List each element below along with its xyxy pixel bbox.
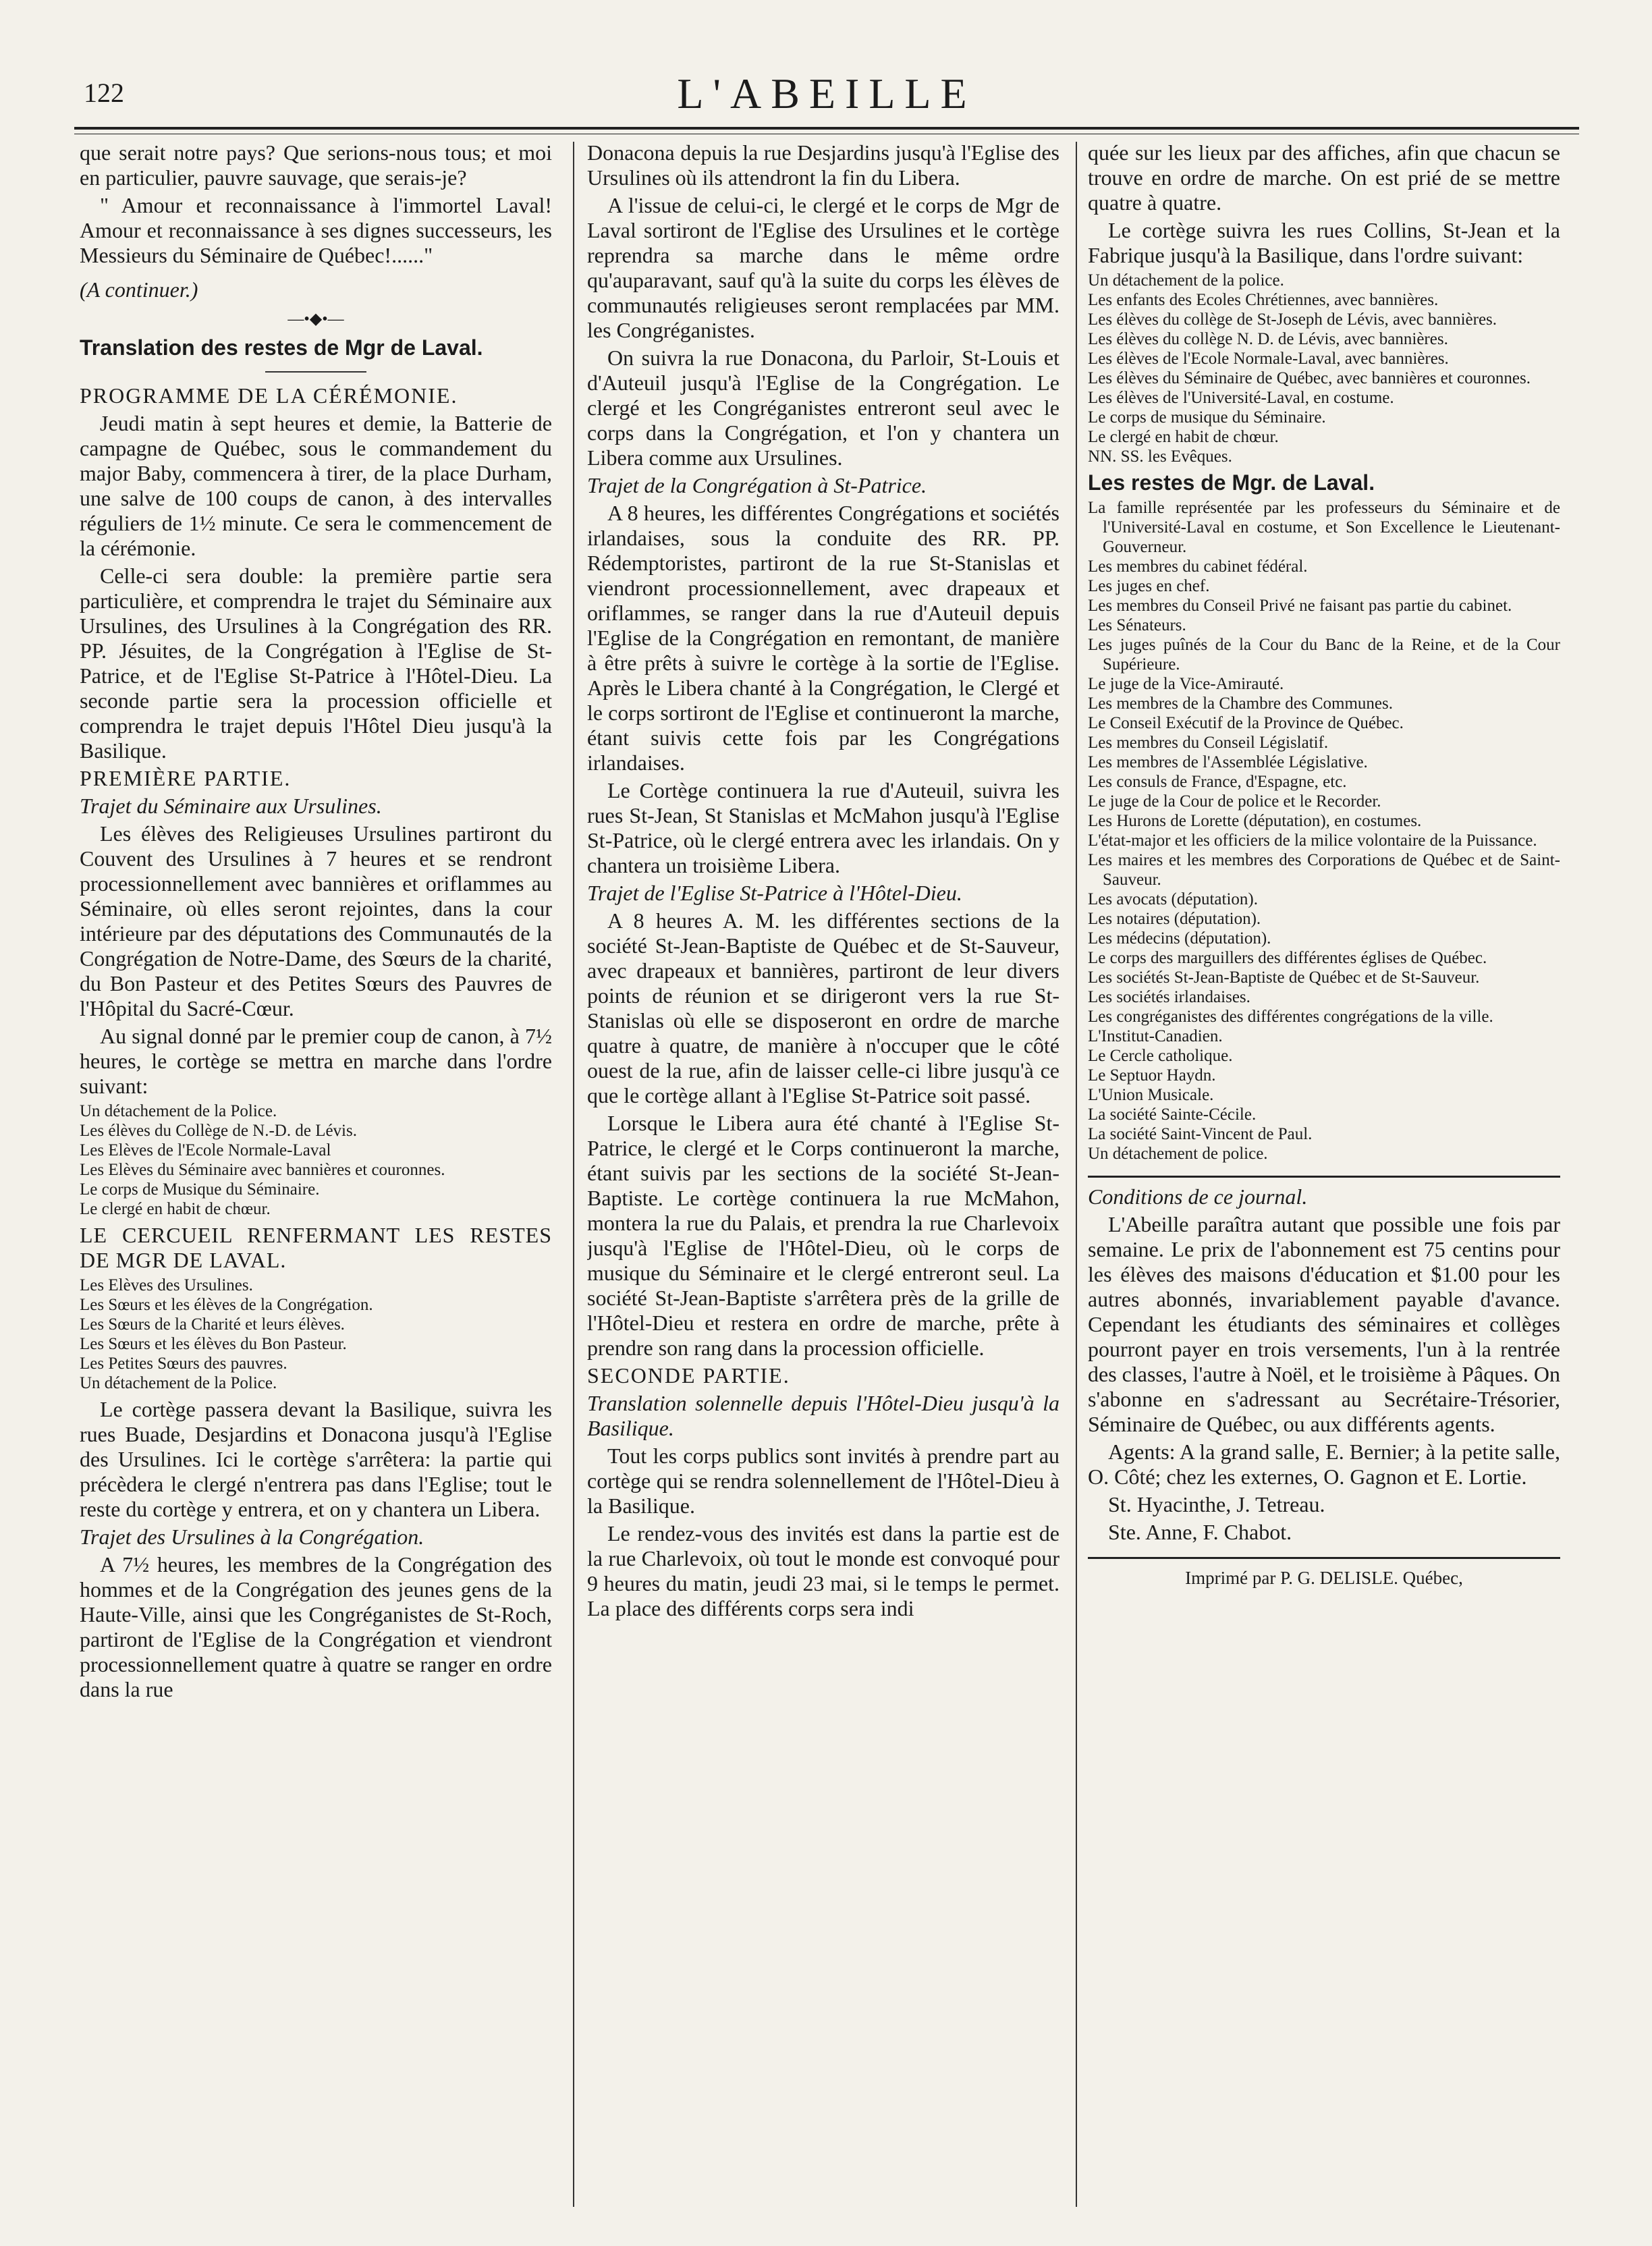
list-item: Les membres de la Chambre des Communes. [1088,694,1393,713]
list-item: Les élèves de l'Université-Laval, en costume. [1088,389,1394,407]
paragraph: A 8 heures, les différentes Congrégations et sociétés irlandaises, sous la conduite des RR. PP. Rédemptoristes, partiront de la rue St-Stanislas et viendront processionnellement, avec drapeaux et oriflammes, se ranger dans la rue d'Auteuil depuis l'Eglise de la Congrégation en remontant, de manière à être prêts à suivre le cortège à la sortie de l'Eglise. Après le Libera chanté à la Congrégation, le Clergé et le corps sortiront de l'Eglise et continueront la marche, étant suivis cette fois par les Congrégations irlandaises. [587,501,1059,775]
column-2 [587,140,1059,2219]
list-item: NN. SS. les Evêques. [1088,447,1232,466]
list-item: Le corps des marguillers des différentes églises de Québec. [1088,949,1487,967]
paragraph: que serait notre pays? Que serions-nous tous; et moi en particulier, pauvre sauvage, que serais-je? [80,140,552,190]
subheading: Trajet de la Congrégation à St-Patrice. [587,473,927,497]
list-item: Les Hurons de Lorette (députation), en costumes. [1088,812,1422,830]
list-item: Un détachement de police. [1088,1145,1268,1163]
paragraph: Ste. Anne, F. Chabot. [1108,1520,1292,1544]
list-item: La société Saint-Vincent de Paul. [1088,1125,1313,1143]
paragraph: Les élèves des Religieuses Ursulines partiront du Couvent des Ursulines à 7 heures et se rendront processionnellement avec bannières et oriflammes au Séminaire, où elles seront rejointes, dans la cour intérieure par des députations des Communautés de la Congrégation de Notre-Dame, des Sœurs de la charité, du Bon Pasteur et des Petites Sœurs des Pauvres de l'Hôpital du Sacré-Cœur. [80,821,552,1020]
list-item: Les Elèves de l'Ecole Normale-Laval [80,1141,331,1159]
list-item: Les Sœurs de la Charité et leurs élèves. [80,1315,345,1334]
paragraph: Le Cortège continuera la rue d'Auteuil, suivra les rues St-Jean, St Stanislas et McMahon jusqu'à l'Eglise St-Patrice, où le clergé entrera avec les irlandais. On y chantera un troisième Libera. [587,778,1059,877]
list-item: Les Elèves des Ursulines. [80,1276,253,1294]
list-item: Les élèves du Collège de N.-D. de Lévis. [80,1122,357,1140]
masthead-title: L'ABEILLE [677,70,976,117]
list-item: Les Petites Sœurs des pauvres. [80,1354,287,1373]
list-item: Le juge de la Cour de police et le Recorder. [1088,792,1381,811]
paragraph: Le cortège passera devant la Basilique, suivra les rues Buade, Desjardins et Donacona jusqu'à l'Eglise des Ursulines. Ici le cortège s'arrêtera: la partie qui précèdera le clergé n'entrera pas dans l'Eglise; tout le reste du cortège y entrera, et on y chantera un Libera. [80,1397,552,1521]
list-item: Les maires et les membres des Corporations de Québec et de Saint-Sauveur. [1088,851,1560,889]
list-item: Les membres du Conseil Législatif. [1088,734,1329,752]
list-item: L'état-major et les officiers de la milice volontaire de la Puissance. [1088,831,1537,850]
short-rule [265,371,366,373]
page-header [74,67,1579,128]
paragraph: Le rendez-vous des invités est dans la partie est de la rue Charlevoix, où tout le monde est convoqué pour 9 heures du matin, jeudi 23 mai, si le temps le permet. La place des différents corps sera indi [587,1521,1059,1620]
paragraph: Au signal donné par le premier coup de canon, à 7½ heures, le cortège se mettra en marche dans l'ordre suivant: [80,1024,552,1098]
list-item: Le corps de musique du Séminaire. [1088,408,1326,427]
section-heading: PREMIÈRE PARTIE. [80,766,292,790]
list-item: Un détachement de la Police. [80,1102,277,1120]
header-rule-thick [74,127,1579,130]
list-item: La société Sainte-Cécile. [1088,1105,1257,1124]
ornament-divider: —•◆•— [287,310,344,328]
list-item: Les Sœurs et les élèves du Bon Pasteur. [80,1335,347,1353]
subheading: Translation solennelle depuis l'Hôtel-Dieu jusqu'à la Basilique. [587,1391,1059,1440]
paragraph: Jeudi matin à sept heures et demie, la Batterie de campagne de Québec, sous le commandement du major Baby, commencera à tirer, de la place Durham, une salve de 100 coups de canon, à des intervalles réguliers de 1½ minute. Ce sera le commencement de la cérémonie. [80,411,552,560]
paragraph: On suivra la rue Donacona, du Parloir, St-Louis et d'Auteuil jusqu'à l'Eglise de la Congrégation. Le clergé et les Congréganistes entreront seul avec le corps dans la Congrégation, et l'on y chantera un Libera comme aux Ursulines. [587,346,1059,470]
subheading: Trajet des Ursulines à la Congrégation. [80,1525,424,1549]
list-item: La famille représentée par les professeurs du Séminaire et de l'Université-Laval en costume, et Son Excellence le Lieutenant-Gouverneur. [1088,499,1560,556]
list-item: L'Institut-Canadien. [1088,1027,1223,1045]
paragraph: Lorsque le Libera aura été chanté à l'Eglise St-Patrice, le clergé et le Corps continueront la marche, étant suivis par les sections de la société St-Jean-Baptiste. Le cortège continuera la rue McMahon, montera la rue du Palais, et prendra la rue Charlevoix jusqu'à l'Eglise de l'Hôtel-Dieu, où le corps de musique du Séminaire et le clergé entreront seul. La société St-Jean-Baptiste s'arrêtera près de la grille de l'Hôtel-Dieu et restera en ordre de marche, prête à prendre son rang dans la procession officielle. [587,1111,1059,1360]
list-item: Le corps de Musique du Séminaire. [80,1180,320,1199]
list-item: Le juge de la Vice-Amirauté. [1088,675,1284,693]
paragraph: Donacona depuis la rue Desjardins jusqu'à l'Eglise des Ursulines où ils attendront la fin du Libera. [587,140,1059,190]
list-item: Les enfants des Ecoles Chrétiennes, avec bannières. [1088,291,1439,309]
column-divider [1076,142,1077,2207]
list-item: Les médecins (députation). [1088,929,1271,948]
list-item: Le Septuor Haydn. [1088,1066,1216,1085]
list-item: Le Conseil Exécutif de la Province de Québec. [1088,714,1404,732]
list-item: Le clergé en habit de chœur. [80,1200,271,1218]
procession-list [1088,498,1560,1163]
paragraph: Le cortège suivra les rues Collins, St-Jean et la Fabrique jusqu'à la Basilique, dans l'ordre suivant: [1088,218,1560,267]
section-rule [1088,1176,1560,1178]
column-1 [80,140,552,2219]
procession-list [80,1276,552,1393]
remains-heading: Les restes de Mgr. de Laval. [1088,470,1375,495]
list-item: Les consuls de France, d'Espagne, etc. [1088,773,1347,791]
paragraph: L'Abeille paraîtra autant que possible une fois par semaine. Le prix de l'abonnement est 75 centins pour les élèves des maisons d'éducation et $1.00 pour les autres abonnés, invariablement payable d'avance. Cependant les étudiants des séminaires et collèges pourront payer en trois versements, l'un à la rentrée des classes, l'autre à Noël, et le troisième à Pâques. On s'abonne en s'adressant au Secrétaire-Trésorier, Séminaire de Québec, ou aux différents agents. [1088,1212,1560,1436]
list-item: Les élèves du collège de St-Joseph de Lévis, avec bannières. [1088,310,1497,329]
list-item: Les sociétés St-Jean-Baptiste de Québec et de St-Sauveur. [1088,968,1480,987]
list-item: Les juges en chef. [1088,577,1210,595]
article-title: Translation des restes de Mgr de Laval. [80,335,483,360]
list-item: Le Cercle catholique. [1088,1047,1233,1065]
procession-list [80,1101,552,1219]
printer-imprint: Imprimé par P. G. DELISLE. Québec, [1185,1568,1463,1588]
paragraph: St. Hyacinthe, J. Tetreau. [1108,1492,1325,1516]
list-item: Les élèves du Séminaire de Québec, avec bannières et couronnes. [1088,369,1531,387]
section-rule [1088,1557,1560,1559]
paragraph: Agents: A la grand salle, E. Bernier; à la petite salle, O. Côté; chez les externes, O. Gagnon et E. Lortie. [1088,1440,1560,1489]
list-item: Les congréganistes des différentes congrégations de la ville. [1088,1008,1493,1026]
conditions-heading: Conditions de ce journal. [1088,1184,1308,1209]
list-item: Les Sœurs et les élèves de la Congrégation. [80,1296,373,1314]
list-item: Les juges puînés de la Cour du Banc de la Reine, et de la Cour Supérieure. [1088,636,1560,674]
list-item: Les avocats (députation). [1088,890,1258,908]
list-item: Un détachement de la Police. [80,1374,277,1392]
list-item: Un détachement de la police. [1088,271,1284,290]
section-heading: PROGRAMME DE LA CÉRÉMONIE. [80,383,458,408]
procession-list [1088,271,1560,466]
column-3 [1088,140,1560,2219]
paragraph: Tout les corps publics sont invités à prendre part au cortège qui se rendra solennellement de l'Hôtel-Dieu à la Basilique. [587,1444,1059,1518]
coffin-heading: LE CERCUEIL RENFERMANT LES RESTES DE MGR DE LAVAL. [80,1223,552,1272]
list-item: Le clergé en habit de chœur. [1088,428,1279,446]
list-item: Les élèves de l'Ecole Normale-Laval, avec bannières. [1088,350,1449,368]
continued-note: (A continuer.) [80,277,198,302]
list-item: Les notaires (députation). [1088,910,1261,928]
paragraph: " Amour et reconnaissance à l'immortel Laval! Amour et reconnaissance à ses dignes successeurs, les Messieurs du Séminaire de Québec!......" [80,193,552,267]
section-heading: SECONDE PARTIE. [587,1363,790,1388]
list-item: Les Elèves du Séminaire avec bannières et couronnes. [80,1161,445,1179]
paragraph: A 8 heures A. M. les différentes sections de la société St-Jean-Baptiste de Québec et de St-Sauveur, avec drapeaux et bannières, partiront de leur divers points de réunion et se dirigeront vers la rue St-Stanislas où elle se disposeront en ordre de marche quatre à quatre, de manière à n'occuper que le côté ouest de la rue, afin de laisser celle-ci libre jusqu'à ce que le cortège allant à l'Eglise St-Patrice soit passé. [587,908,1059,1107]
page-number: 122 [84,78,124,108]
subheading: Trajet de l'Eglise St-Patrice à l'Hôtel-Dieu. [587,881,962,905]
list-item: Les membres de l'Assemblée Législative. [1088,753,1368,771]
paragraph: A 7½ heures, les membres de la Congrégation des hommes et de la Congrégation des jeunes gens de la Haute-Ville, ainsi que les Congréganistes de St-Roch, partiront de l'Eglise de la Congrégation et viendront processionnellement quatre à quatre se ranger en ordre dans la rue [80,1552,552,1701]
subheading: Trajet du Séminaire aux Ursulines. [80,794,382,818]
list-item: Les membres du Conseil Privé ne faisant pas partie du cabinet. [1088,597,1512,615]
list-item: Les élèves du collège N. D. de Lévis, avec bannières. [1088,330,1448,348]
list-item: Les membres du cabinet fédéral. [1088,557,1308,576]
paragraph: A l'issue de celui-ci, le clergé et le corps de Mgr de Laval sortiront de l'Eglise des Ursulines et le cortège reprendra sa marche dans le même ordre qu'auparavant, sauf qu'à la suite du corps les élèves de communautés religieuses seront remplacées par MM. les Congréganistes. [587,193,1059,342]
column-divider [573,142,574,2207]
list-item: Les sociétés irlandaises. [1088,988,1250,1006]
paragraph: Celle-ci sera double: la première partie sera particulière, et comprendra le trajet du Séminaire aux Ursulines, des Ursulines à la Congrégation des RR. PP. Jésuites, de la Congrégation à l'Eglise de St-Patrice, et de l'Eglise St-Patrice à l'Hôtel-Dieu. La seconde partie sera la procession officielle et comprendra le trajet depuis l'Hôtel Dieu jusqu'à la Basilique. [80,564,552,763]
list-item: Les Sénateurs. [1088,616,1186,634]
paragraph: quée sur les lieux par des affiches, afin que chacun se trouve en ordre de marche. On est prié de se mettre quatre à quatre. [1088,140,1560,215]
list-item: L'Union Musicale. [1088,1086,1214,1104]
